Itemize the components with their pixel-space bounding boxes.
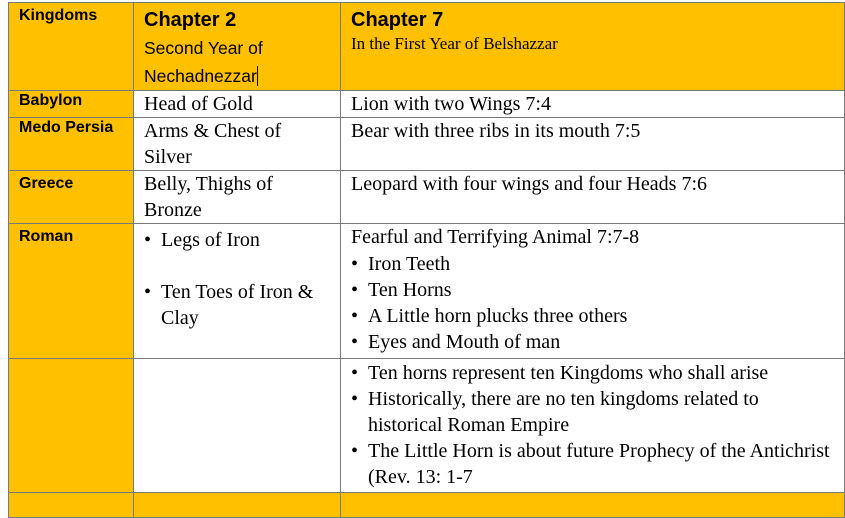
kingdom-cell-notes-empty[interactable]	[9, 359, 134, 493]
header-chapter7-cell[interactable]	[341, 3, 845, 91]
empty-cell-2[interactable]	[134, 493, 341, 518]
chapter7-subtitle: In the First Year of Belshazzar	[351, 34, 558, 53]
ch7-bullet-item: • A Little horn plucks three others	[351, 303, 844, 329]
kingdom-name-babylon: Babylon	[19, 92, 83, 109]
header-row	[9, 3, 845, 91]
row-roman	[9, 224, 845, 359]
kingdom-name-medo-persia: Medo Persia	[19, 119, 114, 136]
header-kingdoms-cell[interactable]	[9, 3, 134, 91]
row-greece	[9, 171, 845, 224]
kingdom-cell-roman[interactable]	[9, 224, 134, 359]
ch7-heading-roman: Fearful and Terrifying Animal 7:7-8	[351, 226, 640, 248]
notes-bullet-list	[341, 359, 844, 490]
chapter2-title: Chapter 2	[144, 9, 237, 31]
ch7-cell-babylon[interactable]	[341, 91, 845, 118]
ch7-text-babylon: Lion with two Wings 7:4	[351, 93, 551, 115]
ch7-cell-medo-persia[interactable]	[341, 118, 845, 171]
ch2-bullet-list-roman	[134, 224, 340, 331]
row-medo-persia	[9, 118, 845, 171]
header-chapter2-cell[interactable]	[134, 3, 341, 91]
kingdom-name-roman: Roman	[19, 228, 74, 245]
ch2-cell-roman[interactable]	[134, 224, 341, 359]
notes-bullet-item: • The Little Horn is about future Prophecy of the Antichrist (Rev. 13: 1-7	[351, 438, 834, 490]
ch7-cell-roman[interactable]	[341, 224, 845, 359]
chapter2-subtitle-line1: Second Year of	[144, 38, 263, 58]
ch2-text-greece: Belly, Thighs of Bronze	[144, 173, 273, 221]
empty-cell-3[interactable]	[341, 493, 845, 518]
ch2-cell-greece[interactable]	[134, 171, 341, 224]
ch7-bullet-item: • Iron Teeth	[351, 251, 844, 277]
kingdom-cell-medo-persia[interactable]	[9, 118, 134, 171]
header-kingdoms-label: Kingdoms	[19, 7, 98, 24]
ch7-bullet-item: • Ten Horns	[351, 277, 844, 303]
ch7-cell-greece[interactable]	[341, 171, 845, 224]
ch2-cell-babylon[interactable]	[134, 91, 341, 118]
empty-cell-1[interactable]	[9, 493, 134, 518]
ch2-bullet-item: • Ten Toes of Iron & Clay	[144, 279, 334, 331]
row-notes	[9, 359, 845, 493]
kingdom-cell-babylon[interactable]	[9, 91, 134, 118]
ch2-cell-medo-persia[interactable]	[134, 118, 341, 171]
row-empty-bottom	[9, 493, 845, 518]
ch7-text-greece: Leopard with four wings and four Heads 7:6	[351, 173, 708, 195]
notes-bullet-item: • Ten horns represent ten Kingdoms who shall arise	[351, 360, 834, 386]
kingdoms-table	[8, 2, 845, 518]
chapter2-subtitle-line2: Nechadnezzar	[144, 66, 257, 86]
ch2-cell-notes-empty[interactable]	[134, 359, 341, 493]
ch7-bullet-item: • Eyes and Mouth of man	[351, 329, 844, 355]
ch7-bullet-list-roman	[341, 251, 844, 355]
ch2-text-medo-persia: Arms & Chest of Silver	[144, 120, 282, 168]
notes-bullet-item: • Historically, there are no ten kingdoms related to historical Roman Empire	[351, 386, 834, 438]
ch2-bullet-item: • Legs of Iron	[144, 227, 334, 253]
kingdom-cell-greece[interactable]	[9, 171, 134, 224]
kingdom-name-greece: Greece	[19, 175, 74, 192]
row-babylon	[9, 91, 845, 118]
chapter7-title: Chapter 7	[351, 9, 444, 31]
ch2-text-babylon: Head of Gold	[144, 93, 253, 115]
ch7-cell-notes[interactable]	[341, 359, 845, 493]
ch7-text-medo-persia: Bear with three ribs in its mouth 7:5	[351, 120, 641, 142]
